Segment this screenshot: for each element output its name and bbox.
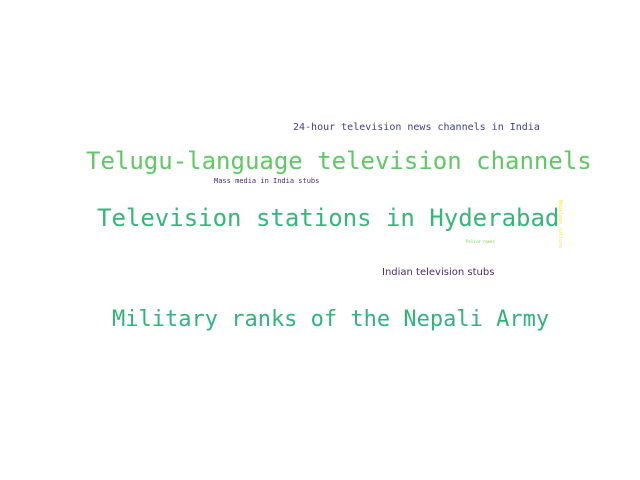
word-television-stations-in-hyderabad: Television stations in Hyderabad (97, 204, 560, 232)
word-indian-television-stubs: Indian television stubs (382, 267, 495, 278)
word-military-ranks-of-the-nepali-army: Military ranks of the Nepali Army (112, 307, 550, 332)
word-24-hour-television-news-channels-in-india: 24-hour television news channels in India (293, 122, 540, 133)
word-nepalese-culture: Nepalese culture (557, 200, 563, 249)
word-police-ranks: Police ranks (466, 239, 495, 244)
word-mass-media-in-india-stubs: Mass media in India stubs (214, 177, 320, 185)
word-telugu-language-television-channels: Telugu-language television channels (86, 147, 592, 175)
